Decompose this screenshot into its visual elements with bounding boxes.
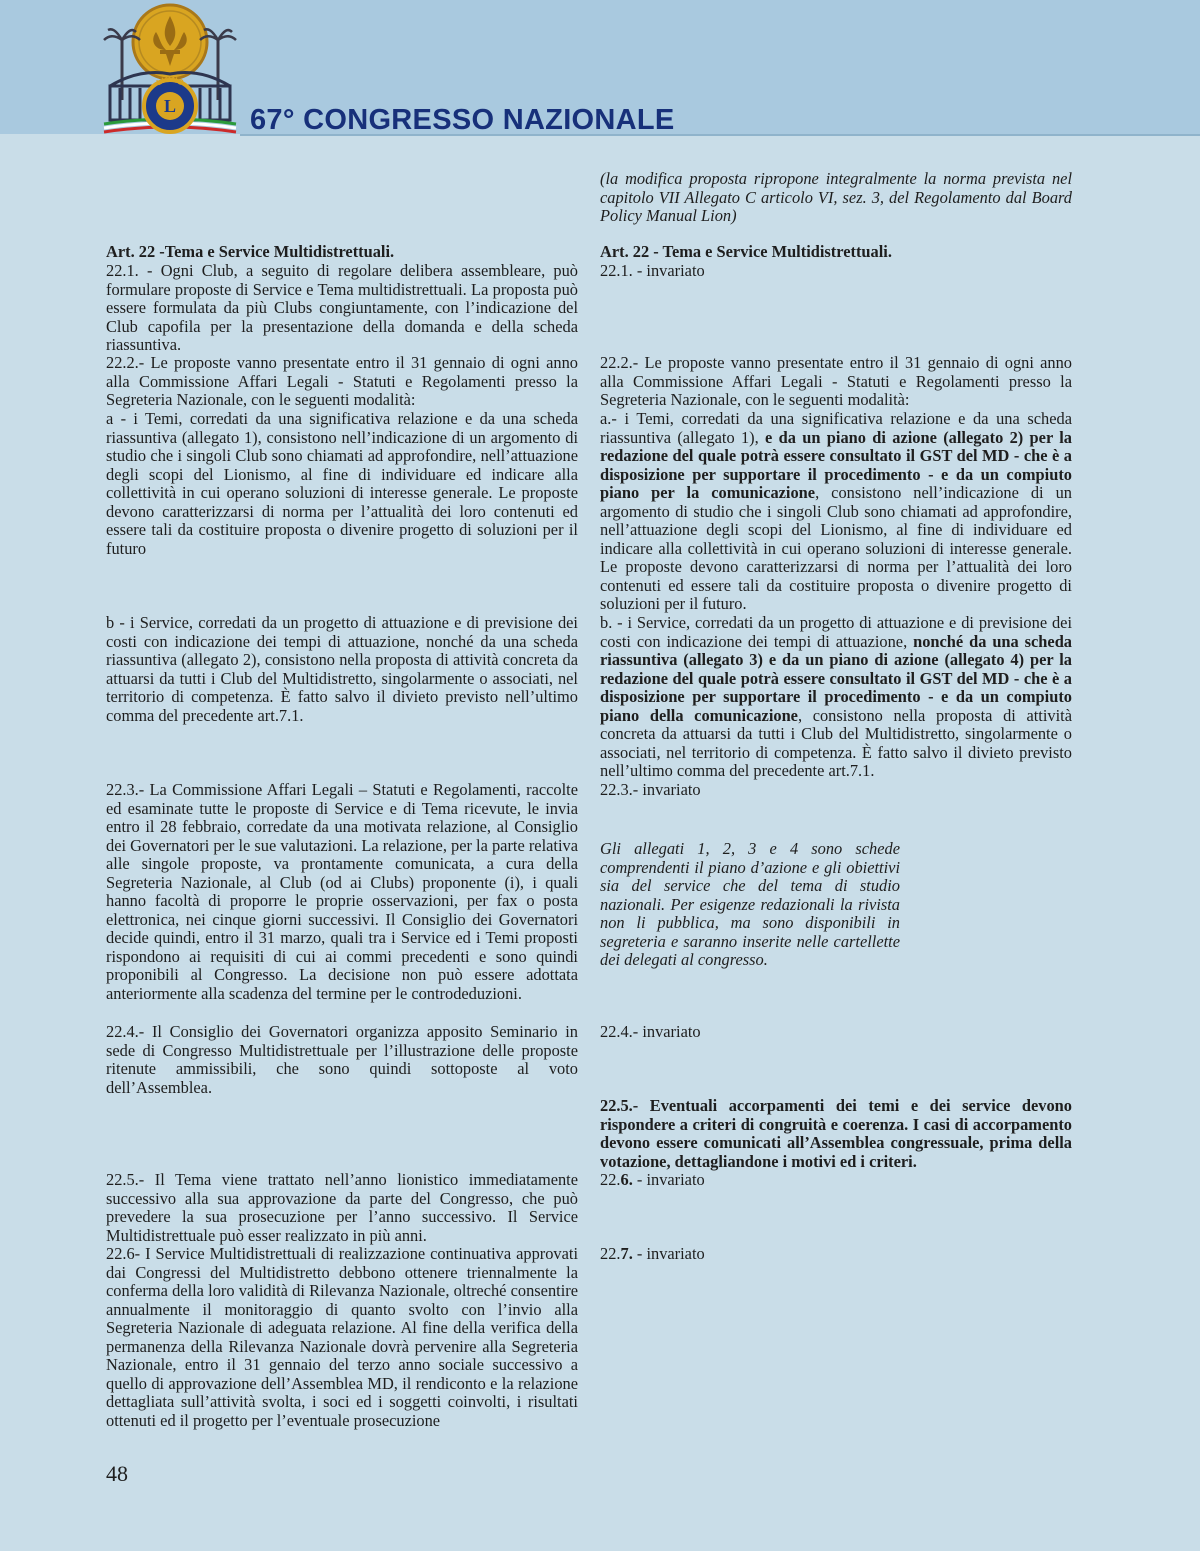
right-22-6-number: 6. <box>620 1170 633 1189</box>
left-paragraph-22-1: 22.1. - Ogni Club, a seguito di regolare delibera assembleare, può formulare proposte di Service e Tema multidistrettuali. La proposta può essere formulata da più Clubs congiuntamente, con l’indicazione del Club capofila per la presentazione della domanda e della scheda riassuntiva. <box>106 261 578 354</box>
right-article-title: Art. 22 - Tema e Service Multidistrettuali. <box>600 242 892 261</box>
page-number: 48 <box>106 1461 128 1486</box>
svg-text:L: L <box>163 96 177 116</box>
left-paragraph-22-4: 22.4.- Il Consiglio dei Governatori organizza apposito Seminario in sede di Congresso Multidistrettuale per l’illustrazione delle proposte ritenute ammissibili, che sono quindi sottoposte al voto dell’Assemblea. <box>106 1022 578 1097</box>
right-22-7-number: 7. <box>620 1244 633 1263</box>
left-paragraph-22-6: 22.6- I Service Multidistrettuali di realizzazione continuativa approvati dai Congressi del Multidistretto debbono ottenere triennalmente la conferma della loro validità di Rilevanza Nazionale, oltreché consentire annualmente il monitoraggio di quanto svolto con l’invio alla Segreteria Nazionale di adeguata relazione. Al fine della verifica della permanenza della Rilevanza Nazionale dovrà pervenire alla Segreteria Nazionale, entro il 31 gennaio del terzo anno sociale successivo a quello di approvazione dell’Assemblea MD, il rendiconto e la relazione dettagliata sull’attività svolta, i soci ed i soggetti coinvolti, i risultati ottenuti ed il progetto per l’eventuale prosecuzione <box>106 1244 578 1430</box>
right-paragraph-22-2-b <box>600 614 1072 781</box>
attachments-note: Gli allegati 1, 2, 3 e 4 sono schede comprendenti il piano d’azione e gli obiettivi sia del service che del tema di studio nazionali. Per esigenze redazionali la rivista non li pubblica, ma sono disponibili in segreteria e saranno inserite nelle cartellette dei delegati al congresso. <box>600 839 900 969</box>
right-22-2-b-text: b. - i Service, corredati da un progetto di attuazione e di previsione dei costi con indicazione dei tempi di attuazione, <box>600 613 1072 651</box>
right-22-2-a-amendment: e da un piano di azione (allegato 2) per la redazione del quale potrà essere consultato il GST del MD - che è a disposizione per supportare il procedimento - e da un compiuto piano per la comunicazione <box>600 427 1072 502</box>
right-paragraph-22-2: 22.2.- Le proposte vanno presentate entro il 31 gennaio di ogni anno alla Commissione Affari Legali - Statuti e Regolamenti presso la Segreteria Nazionale, con le seguenti modalità: <box>600 353 1072 409</box>
right-paragraph-22-1: 22.1. - invariato <box>600 261 705 280</box>
right-22-2-b-amendment: nonché da una scheda riassuntiva (allegato 3) e da un piano di azione (allegato 4) per la redazione del quale potrà essere consultato il GST del MD - che è a disposizione per supportare il procedimento - e da un compiuto piano della comunicazione <box>600 631 1073 725</box>
left-paragraph-22-5: 22.5.- Il Tema viene trattato nell’anno lionistico immediatamente successivo alla sua approvazione da parte del Congresso, che può prevedere la sua prosecuzione per l’anno successivo. Il Service Multidistrettuale può esser realizzato in più anni. <box>106 1170 578 1245</box>
congress-logo <box>100 2 240 138</box>
page-title: 67° CONGRESSO NAZIONALE <box>250 104 675 136</box>
left-article-title: Art. 22 -Tema e Service Multidistrettuali. <box>106 242 395 261</box>
left-paragraph-22-2-a: a - i Temi, corredati da una significativa relazione e da una scheda riassuntiva (allegato 1), consistono nell’indicazione di un argomento di studio che i singoli Club sono chiamati ad approfondire, nell’attuazione degli scopi del Lionismo, al fine di individuare ed indicare alla collettività in cui operano soluzioni di interesse generale. Le proposte devono caratterizzarsi di norma per l’attualità dei loro contenuti ed essere tali da costituire proposta o divenire progetto di soluzioni per il futuro <box>106 409 578 558</box>
right-22-2-a-text-end: , consistono nell’indicazione di un argomento di studio che i singoli Club sono chiamati ad approfondire, nell’attuazione degli scopi del Lionismo, al fine di individuare ed indicare alla collettività in cui operano soluzioni di interesse generale. Le proposte devono caratterizzarsi di norma per l’attualità dei loro contenuti ed essere tali da costituire proposta o divenire progetto di soluzioni per il futuro. <box>600 483 1072 613</box>
right-paragraph-22-5: 22.5.- Eventuali accorpamenti dei temi e dei service devono rispondere a criteri di congruità e coerenza. I casi di accorpamento devono essere comunicati all’Assemblea congressuale, prima della votazione, dettagliandone i motivi ed i criteri. <box>600 1096 1072 1171</box>
right-paragraph-22-2-a <box>600 410 1072 614</box>
right-22-7-status: - invariato <box>632 1244 705 1263</box>
left-paragraph-22-2-b: b - i Service, corredati da un progetto di attuazione e di previsione dei costi con indicazione dei tempi di attuazione, nonché da una scheda riassuntiva (allegato 2), consistono nella proposta di attività concreta da attuarsi da tutti i Club del Multidistretto, singolarmente o associati, nel territorio di competenza. È fatto salvo il divieto previsto nell’ultimo comma del precedente art.7.1. <box>106 613 578 725</box>
right-paragraph-22-6 <box>600 1171 1072 1190</box>
right-paragraph-22-3: 22.3.- invariato <box>600 780 701 799</box>
right-paragraph-22-7 <box>600 1245 1072 1264</box>
right-22-2-b-text-end: , consistono nella proposta di attività concreta da attuarsi da tutti i Club del Multidistretto, singolarmente o associati, nel territorio di competenza. È fatto salvo il divieto previsto nell’ultimo comma del precedente art.7.1. <box>600 705 1072 780</box>
right-22-7-prefix: 22. <box>600 1244 621 1263</box>
left-paragraph-22-3: 22.3.- La Commissione Affari Legali – Statuti e Regolamenti, raccolte ed esaminate tutte le proposte di Service e di Tema ricevute, le invia entro il 28 febbraio, corredate da una motivata relazione, al Consiglio dei Governatori per le sue valutazioni. La relazione, per la parte relativa alle singole proposte, va prontamente comunicata, a cura della Segreteria Nazionale, al Club (od ai Clubs) proponente (i), i quali hanno facoltà di proporre le proprie osservazioni, per fax o posta elettronica, nei cinque giorni successivi. Il Consiglio dei Governatori decide quindi, entro il 31 marzo, quali tra i Service ed i Temi proposti rispondono ai requisiti di cui ai commi precedenti e sono quindi proponibili al Congresso. La decisione non può essere adottata anteriormente alla scadenza del termine per le controdeduzioni. <box>106 780 578 1003</box>
left-paragraph-22-2: 22.2.- Le proposte vanno presentate entro il 31 gennaio di ogni anno alla Commissione Affari Legali - Statuti e Regolamenti presso la Segreteria Nazionale, con le seguenti modalità: <box>106 353 578 409</box>
right-22-2-a-text: a.- i Temi, corredati da una significativa relazione e da una scheda riassuntiva (allegato 1), <box>600 409 1072 447</box>
right-22-6-status: - invariato <box>632 1170 705 1189</box>
right-paragraph-22-4: 22.4.- invariato <box>600 1022 701 1041</box>
modification-note: (la modifica proposta ripropone integralmente la norma prevista nel capitolo VII Allegato C articolo VI, sez. 3, del Regolamento dal Board Policy Manual Lion) <box>600 169 1072 225</box>
right-22-6-prefix: 22. <box>600 1170 621 1189</box>
svg-text:LIONS: LIONS <box>155 74 185 88</box>
